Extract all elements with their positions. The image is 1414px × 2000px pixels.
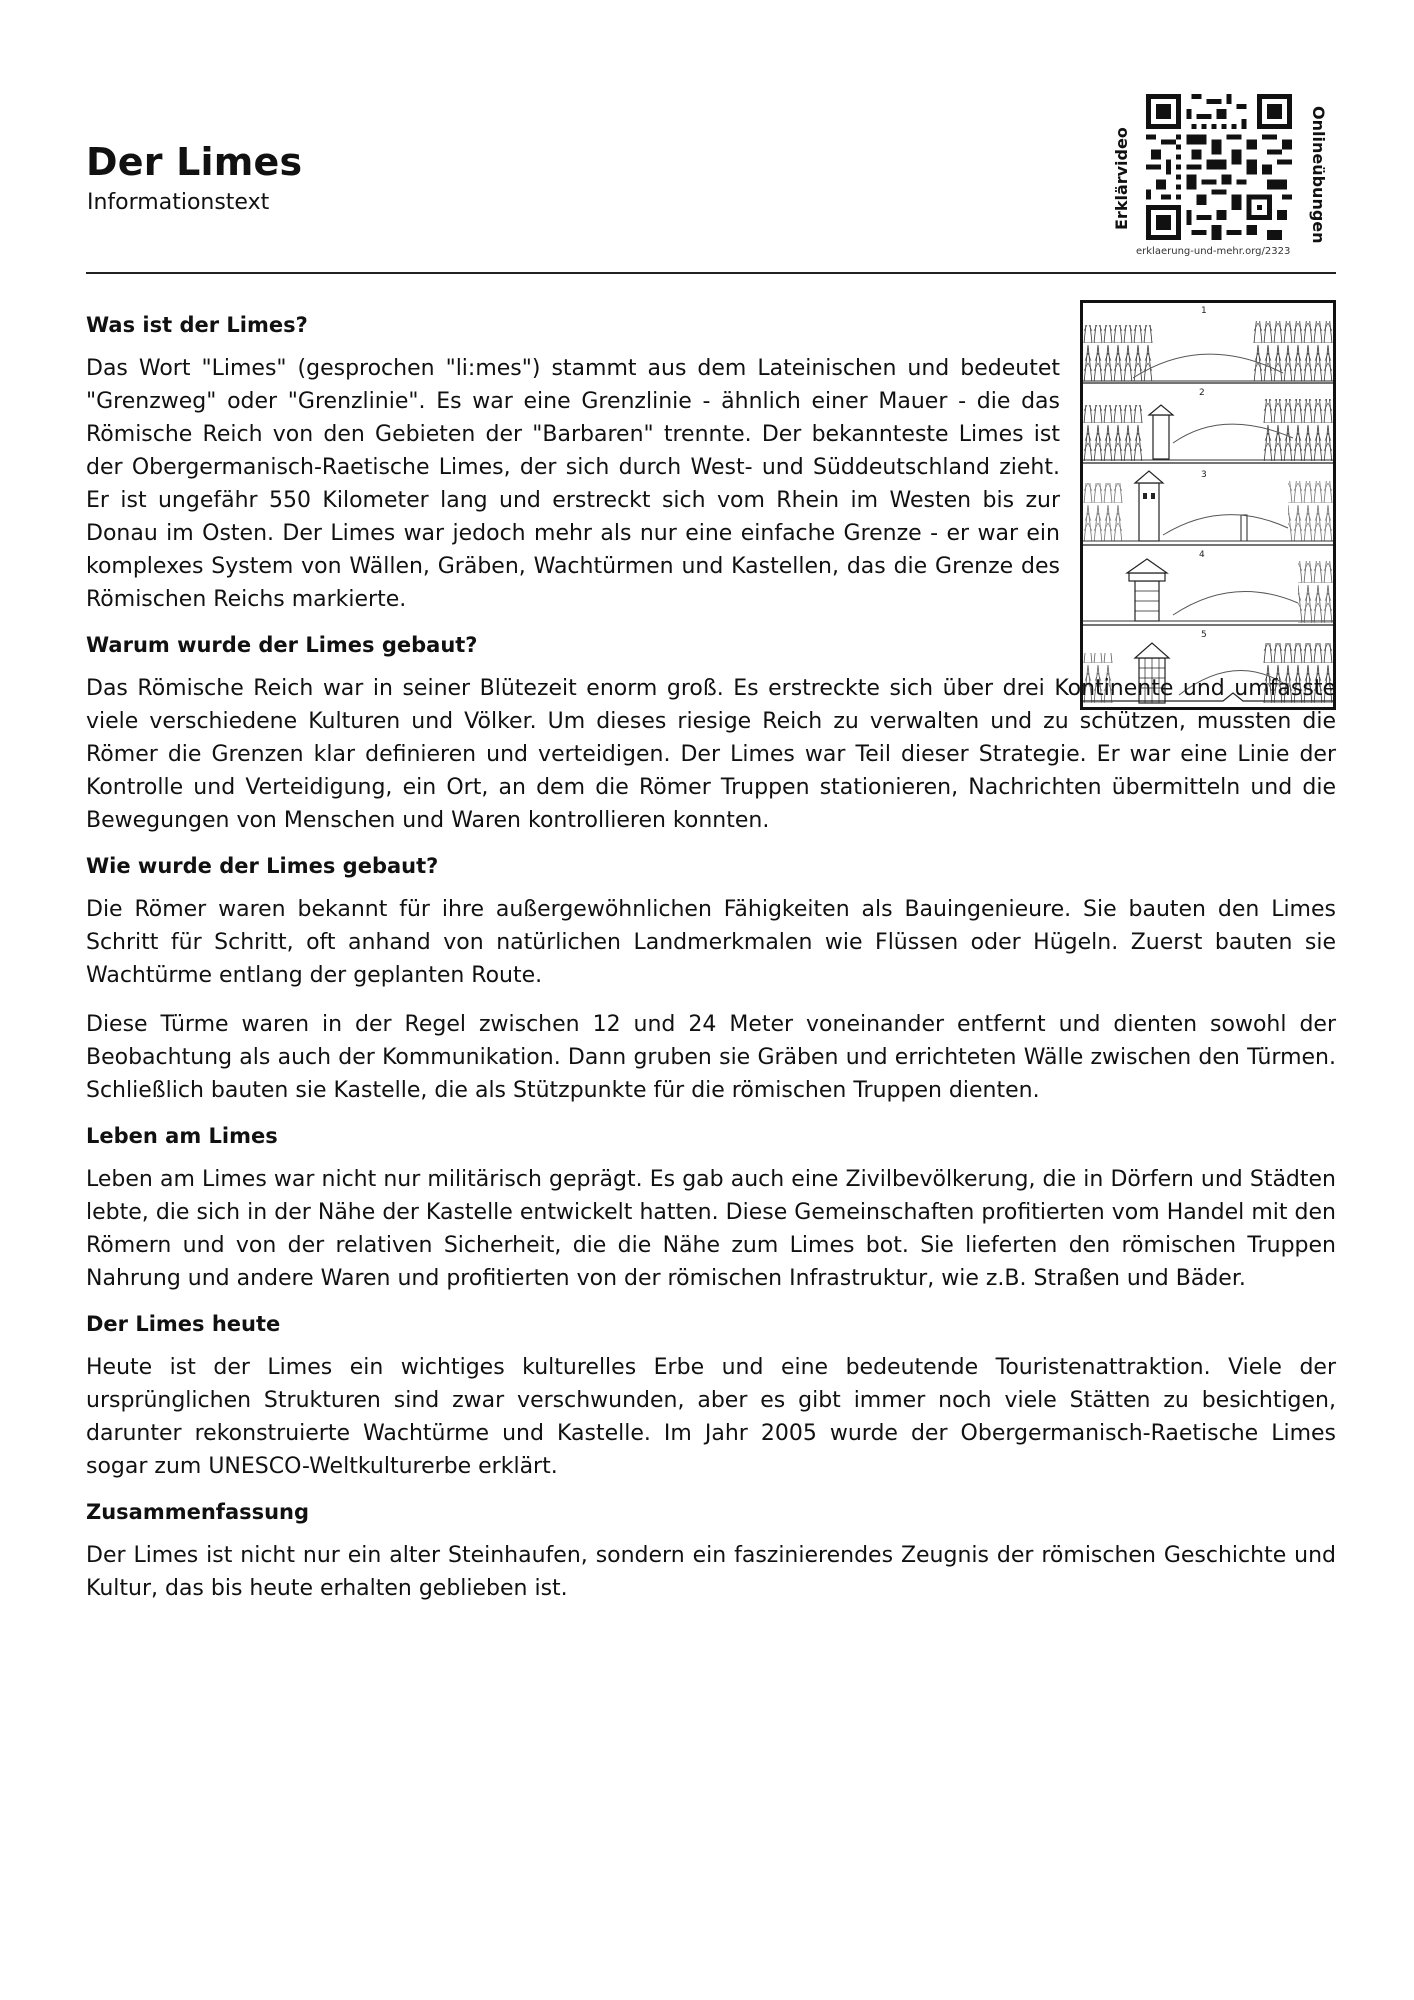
qr-code-icon[interactable] — [1146, 94, 1292, 240]
qr-right-label: Onlineübungen — [1309, 106, 1328, 244]
section-heading: Der Limes heute — [86, 1312, 281, 1336]
section-was-ist-der-limes — [86, 312, 1336, 616]
section-zusammenfassung — [86, 1499, 1336, 1605]
main-content — [86, 312, 1336, 1621]
worksheet-page — [86, 0, 1336, 2000]
panel-number-1: 1 — [1201, 306, 1207, 316]
panel-number-4: 4 — [1199, 550, 1205, 560]
section-heading: Zusammenfassung — [86, 1500, 310, 1524]
paragraph: Diese Türme waren in der Regel zwischen 12 und 24 Meter voneinander entfernt und dienten sowohl der Beobachtung als auch der Kommunikation. Dann gruben sie Gräben und errichteten Wälle zwischen den Türmen. Schließlich bauten sie Kastelle, die als Stützpunkte für die römischen Truppen dienten. — [86, 1012, 1336, 1103]
panel-number-2: 2 — [1199, 388, 1205, 398]
paragraph: Das Wort "Limes" (gesprochen "li:mes") stammt aus dem Lateinischen und bedeutet "Grenzweg" oder "Grenzlinie". Es war eine Grenzlinie - ähnlich einer Mauer - die das Römische Reich von den Gebieten der "Barbaren" trennte. Der bekannteste Limes ist der Obergermanisch-Raetische Limes, der sich durch West- und Süddeutschland zieht. Er ist ungefähr 550 Kilometer lang und erstreckt sich vom Rhein im Westen bis zur Donau im Osten. Der Limes war jedoch mehr als nur eine einfache Grenze - er war ein komplexes System von Wällen, Gräben, Wachtürmen und Kastellen, das die Grenze des Römischen Reichs markierte. — [86, 356, 1060, 612]
section-heading: Was ist der Limes? — [86, 313, 308, 337]
section-heading: Warum wurde der Limes gebaut? — [86, 633, 478, 657]
qr-code-block[interactable] — [1096, 92, 1336, 267]
section-leben-am-limes — [86, 1123, 1336, 1295]
page-subtitle: Informationstext — [87, 190, 270, 215]
paragraph: Heute ist der Limes ein wichtiges kulturelles Erbe und eine bedeutende Touristenattraktion. Viele der ursprünglichen Strukturen sind zwar verschwunden, aber es gibt immer noch viele Stätten zu besichtigen, darunter rekonstruierte Wachtürme und Kastelle. Im Jahr 2005 wurde der Obergermanisch-Raetische Limes sogar zum UNESCO-Weltkulturerbe erklärt. — [86, 1355, 1336, 1479]
paragraph: Leben am Limes war nicht nur militärisch geprägt. Es gab auch eine Zivilbevölkerung, die in Dörfern und Städten lebte, die sich in der Nähe der Kastelle entwickelt hatten. Diese Gemeinschaften profitierten vom Handel mit den Römern und von der relativen Sicherheit, die die Nähe zum Limes bot. Sie lieferten den römischen Truppen Nahrung und andere Waren und profitierten von der römischen Infrastruktur, wie z.B. Straßen und Bäder. — [86, 1167, 1336, 1291]
panel-number-5: 5 — [1201, 630, 1207, 640]
section-heading: Wie wurde der Limes gebaut? — [86, 854, 439, 878]
header-divider — [86, 272, 1336, 274]
section-warum-gebaut — [86, 632, 1336, 837]
header — [86, 0, 1336, 275]
paragraph: Der Limes ist nicht nur ein alter Steinhaufen, sondern ein faszinierendes Zeugnis der römischen Geschichte und Kultur, das bis heute erhalten geblieben ist. — [86, 1543, 1336, 1601]
page-title: Der Limes — [86, 140, 303, 184]
qr-left-label: Erklärvideo — [1112, 127, 1131, 230]
paragraph: Die Römer waren bekannt für ihre außergewöhnlichen Fähigkeiten als Bauingenieure. Sie bauten den Limes Schritt für Schritt, oft anhand von natürlichen Landmerkmalen wie Flüssen oder Hügeln. Zuerst bauten sie Wachtürme entlang der geplanten Route. — [86, 897, 1336, 988]
section-wie-gebaut — [86, 853, 1336, 1107]
section-heading: Leben am Limes — [86, 1124, 278, 1148]
qr-url[interactable]: erklaerung-und-mehr.org/2323 — [1136, 246, 1291, 257]
panel-number-3: 3 — [1201, 470, 1207, 480]
paragraph: Das Römische Reich war in seiner Blütezeit enorm groß. Es erstreckte sich über drei Kontinente und umfasste viele verschiedene Kulturen und Völker. Um dieses riesige Reich zu verwalten und zu schützen, mussten die Römer die Grenzen klar definieren und verteidigen. Der Limes war Teil dieser Strategie. Er war eine Linie der Kontrolle und Verteidigung, ein Ort, an dem die Römer Truppen stationieren, Nachrichten übermitteln und die Bewegungen von Menschen und Waren kontrollieren konnten. — [86, 676, 1336, 833]
section-der-limes-heute — [86, 1311, 1336, 1483]
